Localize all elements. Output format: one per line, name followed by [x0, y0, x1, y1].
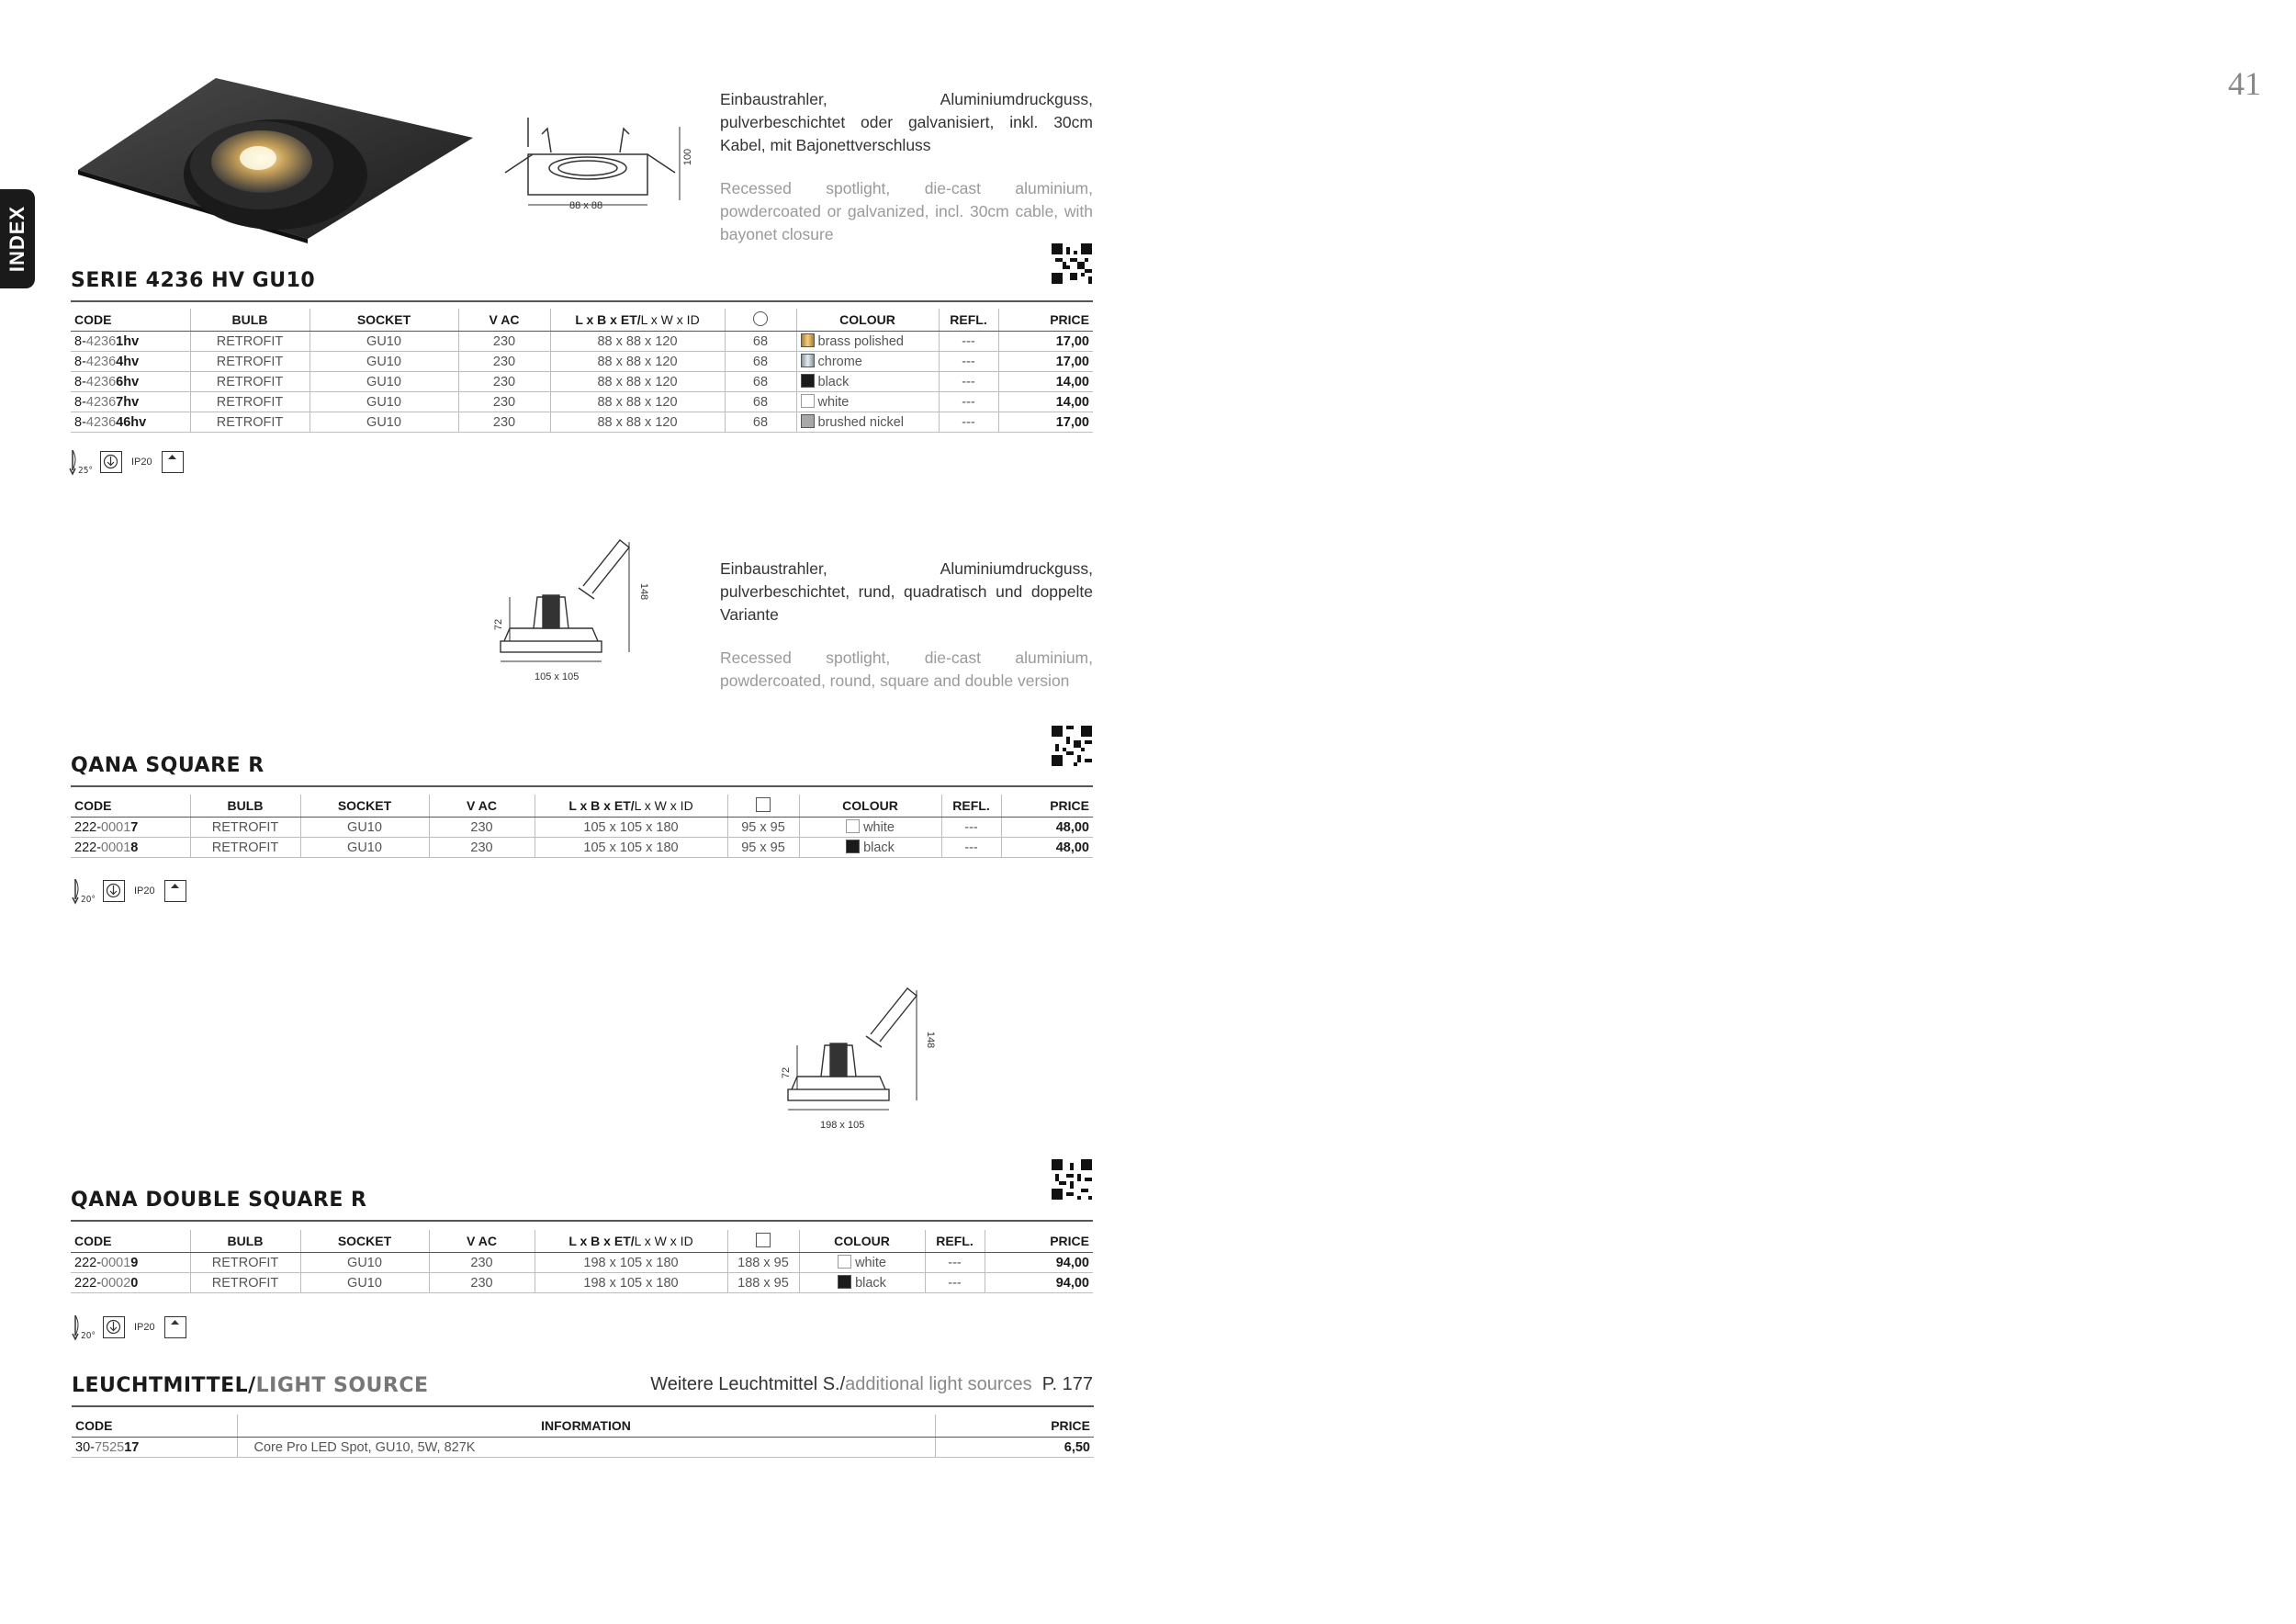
cell-refl: --- — [925, 1253, 985, 1273]
cell-cutout: 68 — [725, 352, 796, 372]
cutout-icon — [756, 797, 771, 812]
qr-code[interactable] — [1052, 1159, 1092, 1200]
cell-code: 8-42361hv — [71, 332, 190, 352]
qr-code[interactable] — [1052, 243, 1092, 284]
cell-dims: 88 x 88 x 120 — [550, 372, 725, 392]
table-header-row — [71, 795, 1093, 818]
col-dims: L x B x ET/L x W x ID — [535, 795, 727, 818]
cell-cutout: 188 x 95 — [727, 1253, 799, 1273]
recessed-icon — [103, 1316, 125, 1338]
cell-refl: --- — [941, 838, 1001, 858]
swatch-white — [838, 1255, 851, 1269]
ceiling-mount-icon — [164, 880, 186, 902]
table-row — [71, 412, 1093, 433]
cell-code: 222-00018 — [71, 838, 190, 858]
cell-bulb: RETROFIT — [190, 818, 300, 838]
col-dims — [550, 309, 725, 332]
light-source-table — [72, 1415, 1094, 1458]
cell-cutout: 68 — [725, 332, 796, 352]
cell-cutout: 68 — [725, 392, 796, 412]
light-source-title-de: LEUCHTMITTEL/ — [72, 1374, 256, 1397]
index-tab[interactable] — [0, 189, 35, 288]
cell-dims: 88 x 88 x 120 — [550, 392, 725, 412]
table-row — [71, 332, 1093, 352]
cell-code: 8-42366hv — [71, 372, 190, 392]
spec-table-qana-double — [71, 1230, 1093, 1293]
swatch-white — [801, 394, 815, 408]
cell-socket: GU10 — [310, 372, 458, 392]
col-refl: REFL. — [925, 1230, 985, 1253]
col-colour: COLOUR — [796, 309, 939, 332]
recessed-icon — [103, 880, 125, 902]
table-header-row — [71, 309, 1093, 332]
cell-dims: 88 x 88 x 120 — [550, 332, 725, 352]
cell-price: 17,00 — [998, 352, 1093, 372]
technical-drawing-qana-double — [779, 981, 944, 1128]
description-de: Einbaustrahler, Aluminiumdruckguss, pulverbeschichtet oder galvanisiert, inkl. 30cm Kabel, mit Bajonettverschluss — [720, 90, 1093, 154]
dim-h2: 148 — [925, 1031, 937, 1049]
dim-h1: 72 — [493, 618, 505, 631]
cell-socket: GU10 — [310, 392, 458, 412]
cell-code: 8-423646hv — [71, 412, 190, 433]
col-code: CODE — [71, 795, 190, 818]
cell-dims: 88 x 88 x 120 — [550, 352, 725, 372]
col-code: CODE — [71, 1230, 190, 1253]
cell-price: 14,00 — [998, 372, 1093, 392]
col-code: CODE — [71, 309, 190, 332]
cell-refl: --- — [941, 818, 1001, 838]
table-header-row — [71, 1230, 1093, 1253]
dim-caption: 88 x 88 — [569, 200, 603, 211]
description-serie4236 — [720, 88, 1093, 246]
col-cutout — [727, 1230, 799, 1253]
cell-code: 8-42367hv — [71, 392, 190, 412]
col-bulb: BULB — [190, 1230, 300, 1253]
dim-h1: 72 — [781, 1066, 793, 1079]
ceiling-mount-icon — [164, 1316, 186, 1338]
beam-angle-icon: 20° — [72, 877, 94, 905]
col-code: CODE — [72, 1415, 237, 1438]
cell-refl: --- — [939, 412, 998, 433]
cell-socket: GU10 — [310, 412, 458, 433]
cell-cutout: 68 — [725, 412, 796, 433]
cell-colour: brass polished — [796, 332, 939, 352]
col-socket: SOCKET — [310, 309, 458, 332]
cell-vac: 230 — [429, 1273, 535, 1293]
feature-icons — [72, 877, 186, 905]
title-divider — [71, 1220, 1093, 1222]
cell-bulb: RETROFIT — [190, 332, 310, 352]
cell-refl: --- — [939, 332, 998, 352]
cell-refl: --- — [939, 352, 998, 372]
swatch-nickel — [801, 414, 815, 428]
cell-bulb: RETROFIT — [190, 392, 310, 412]
table-row — [71, 838, 1093, 858]
ip-rating-icon: IP20 — [134, 885, 155, 897]
cell-price: 14,00 — [998, 392, 1093, 412]
cell-bulb: RETROFIT — [190, 1273, 300, 1293]
description-qana — [720, 558, 1093, 693]
cell-refl: --- — [939, 372, 998, 392]
table-row — [71, 1253, 1093, 1273]
spec-table-serie4236 — [71, 309, 1093, 433]
product-photo-serie4236 — [78, 73, 482, 243]
beam-angle-icon: 25° — [69, 448, 91, 476]
cell-cutout: 188 x 95 — [727, 1273, 799, 1293]
cell-price: 6,50 — [935, 1438, 1094, 1458]
col-dims-en: L x W x ID — [640, 312, 700, 327]
index-tab-label: INDEX — [6, 205, 28, 273]
section-title-qana-square: QANA SQUARE R — [71, 754, 264, 777]
description-de: Einbaustrahler, Aluminiumdruckguss, pulverbeschichtet, rund, quadratisch und doppelte Variante — [720, 559, 1093, 624]
col-socket: SOCKET — [300, 1230, 429, 1253]
cell-bulb: RETROFIT — [190, 372, 310, 392]
cell-bulb: RETROFIT — [190, 412, 310, 433]
cell-socket: GU10 — [310, 352, 458, 372]
title-divider — [71, 785, 1093, 787]
beam-angle-icon: 20° — [72, 1314, 94, 1341]
cell-price: 48,00 — [1001, 818, 1093, 838]
ceiling-mount-icon — [162, 451, 184, 473]
col-socket: SOCKET — [300, 795, 429, 818]
swatch-chrome — [801, 354, 815, 367]
section-title-qana-double: QANA DOUBLE SQUARE R — [71, 1189, 367, 1212]
cell-cutout: 95 x 95 — [727, 818, 799, 838]
cell-bulb: RETROFIT — [190, 838, 300, 858]
cell-dims: 88 x 88 x 120 — [550, 412, 725, 433]
cell-socket: GU10 — [300, 1253, 429, 1273]
col-dims-de: L x B x ET/ — [575, 312, 641, 327]
col-refl: REFL. — [941, 795, 1001, 818]
swatch-black — [801, 374, 815, 388]
col-cutout — [725, 309, 796, 332]
cell-price: 17,00 — [998, 412, 1093, 433]
recessed-icon — [100, 451, 122, 473]
swatch-black — [846, 840, 860, 853]
ip-rating-icon: IP20 — [131, 457, 152, 468]
cell-vac: 230 — [429, 838, 535, 858]
swatch-brass — [801, 333, 815, 347]
col-price: PRICE — [985, 1230, 1093, 1253]
col-information: INFORMATION — [237, 1415, 935, 1438]
cell-code: 8-42364hv — [71, 352, 190, 372]
feature-icons — [69, 448, 184, 476]
cell-vac: 230 — [458, 372, 550, 392]
table-row — [71, 372, 1093, 392]
cell-price: 94,00 — [985, 1273, 1093, 1293]
cell-code: 222-00017 — [71, 818, 190, 838]
cell-vac: 230 — [429, 818, 535, 838]
cutout-icon — [756, 1233, 771, 1247]
feature-icons — [72, 1314, 186, 1341]
cell-information: Core Pro LED Spot, GU10, 5W, 827K — [237, 1438, 935, 1458]
dim-height: 100 — [682, 148, 694, 166]
title-divider — [71, 300, 1093, 302]
cell-refl: --- — [939, 392, 998, 412]
col-refl: REFL. — [939, 309, 998, 332]
qr-code[interactable] — [1052, 726, 1092, 766]
cell-refl: --- — [925, 1273, 985, 1293]
cell-code: 222-00020 — [71, 1273, 190, 1293]
page-number: 41 — [2228, 65, 2261, 102]
section-title-serie4236: SERIE 4236 HV GU10 — [71, 269, 316, 292]
col-vac: V AC — [458, 309, 550, 332]
cutout-icon — [753, 311, 768, 326]
cell-colour: black — [796, 372, 939, 392]
col-price: PRICE — [935, 1415, 1094, 1438]
light-source-title-en: LIGHT SOURCE — [255, 1374, 429, 1397]
cell-colour: brushed nickel — [796, 412, 939, 433]
description-en: Recessed spotlight, die-cast aluminium, powdercoated, round, square and double version — [720, 648, 1093, 690]
cell-bulb: RETROFIT — [190, 352, 310, 372]
dim-caption: 198 x 105 — [820, 1120, 865, 1131]
cell-vac: 230 — [458, 352, 550, 372]
cell-socket: GU10 — [300, 818, 429, 838]
table-row — [71, 1273, 1093, 1293]
cell-price: 48,00 — [1001, 838, 1093, 858]
cell-vac: 230 — [429, 1253, 535, 1273]
swatch-white — [846, 819, 860, 833]
table-row — [71, 352, 1093, 372]
cell-cutout: 95 x 95 — [727, 838, 799, 858]
col-dims: L x B x ET/L x W x ID — [535, 1230, 727, 1253]
cell-socket: GU10 — [300, 1273, 429, 1293]
cell-socket: GU10 — [310, 332, 458, 352]
col-bulb: BULB — [190, 309, 310, 332]
table-row — [72, 1438, 1094, 1458]
cell-colour: white — [799, 1253, 925, 1273]
cell-cutout: 68 — [725, 372, 796, 392]
cell-vac: 230 — [458, 332, 550, 352]
swatch-black — [838, 1275, 851, 1289]
cell-dims: 105 x 105 x 180 — [535, 818, 727, 838]
cell-code: 222-00019 — [71, 1253, 190, 1273]
col-vac: V AC — [429, 1230, 535, 1253]
spec-table-qana-square — [71, 795, 1093, 858]
cell-price: 17,00 — [998, 332, 1093, 352]
title-divider — [72, 1405, 1094, 1407]
cell-code: 30-752517 — [72, 1438, 237, 1458]
cell-colour: white — [799, 818, 941, 838]
col-price: PRICE — [1001, 795, 1093, 818]
table-row — [71, 392, 1093, 412]
more-light-sources-link[interactable]: Weitere Leuchtmittel S./additional light sources P. 177 — [650, 1374, 1093, 1394]
col-colour: COLOUR — [799, 1230, 925, 1253]
col-vac: V AC — [429, 795, 535, 818]
table-row — [71, 818, 1093, 838]
cell-colour: black — [799, 1273, 925, 1293]
cell-dims: 198 x 105 x 180 — [535, 1273, 727, 1293]
col-cutout — [727, 795, 799, 818]
cell-dims: 105 x 105 x 180 — [535, 838, 727, 858]
dim-caption: 105 x 105 — [535, 671, 580, 682]
cell-vac: 230 — [458, 412, 550, 433]
col-price: PRICE — [998, 309, 1093, 332]
cell-dims: 198 x 105 x 180 — [535, 1253, 727, 1273]
cell-colour: chrome — [796, 352, 939, 372]
cell-price: 94,00 — [985, 1253, 1093, 1273]
dim-h2: 148 — [638, 582, 650, 601]
cell-vac: 230 — [458, 392, 550, 412]
cell-colour: black — [799, 838, 941, 858]
description-en: Recessed spotlight, die-cast aluminium, powdercoated or galvanized, incl. 30cm cable, with bayonet closure — [720, 179, 1093, 243]
ip-rating-icon: IP20 — [134, 1322, 155, 1333]
col-bulb: BULB — [190, 795, 300, 818]
cell-colour: white — [796, 392, 939, 412]
section-title-light-source — [72, 1374, 429, 1397]
cell-bulb: RETROFIT — [190, 1253, 300, 1273]
cell-socket: GU10 — [300, 838, 429, 858]
col-colour: COLOUR — [799, 795, 941, 818]
technical-drawing-qana-square — [491, 533, 657, 680]
table-header-row — [72, 1415, 1094, 1438]
